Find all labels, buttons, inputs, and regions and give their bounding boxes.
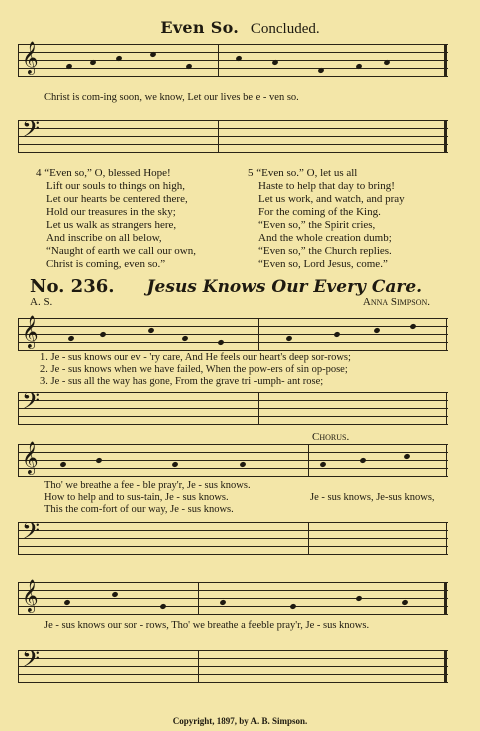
verse-line: 5 “Even so.” O, let us all [248,167,358,179]
verse-line: Let our hearts be centered there, [46,193,188,205]
bass-clef-icon: 𝄢 [22,387,41,420]
verse-line: “Even so, Lord Jesus, come.” [258,258,388,270]
bass-clef-icon: 𝄢 [22,645,41,678]
system3-chorus-lyric: Je - sus knows, Je-sus knows, [310,492,435,503]
top-lyric: Christ is com-ing soon, we know, Let our lives be e - ven so. [44,92,299,103]
staff-system3-treble [18,441,448,476]
verse-line: Let us walk as strangers here, [46,219,177,231]
treble-clef-icon: 𝄞 [22,41,39,74]
chorus-label: Chorus. [312,431,350,443]
verse-line: 4 “Even so,” O, blessed Hope! [36,167,171,179]
verse-line: Haste to help that day to bring! [258,180,395,192]
verse-line: For the coming of the King. [258,206,381,218]
treble-clef-icon: 𝄞 [22,441,39,474]
verse-line: Lift our souls to things on high, [46,180,186,192]
page-header [0,18,480,38]
verse-line: “Even so,” the Spirit cries, [258,219,376,231]
header-title: Even So. [160,18,240,37]
staff-system2-bass [18,387,448,424]
system3-lyric-2: How to help and to sus-tain, Je - sus knows. [44,492,229,503]
verse-line: “Even so,” the Church replies. [258,245,392,257]
system2-lyric-1: 1. Je - sus knows our ev - 'ry care, And He feels our heart's deep sor-rows; [40,352,351,363]
staff-system2-treble [18,315,448,350]
verse-line: Let us work, and watch, and pray [258,193,405,205]
composer-initials: A. S. [30,296,53,308]
verse-line: And inscribe on all below, [46,232,162,244]
verse-4 [36,167,196,271]
system4-lyric: Je - sus knows our sor - rows, Tho' we breathe a feeble pray'r, Je - sus knows. [44,620,370,631]
verse-line: “Naught of earth we call our own, [46,245,196,257]
hymn-author: Anna Simpson. [362,296,430,308]
verse-line: Hold our treasures in the sky; [46,206,176,218]
system2-lyric-2: 2. Je - sus knows when we have failed, When the pow-ers of sin op-pose; [40,364,348,375]
header-subtitle: Concluded. [250,21,320,37]
system3-lyric-3: This the com-fort of our way, Je - sus knows. [44,504,234,515]
staff-top-bass [18,115,448,152]
copyright: Copyright, 1897, by A. B. Simpson. [172,716,308,726]
treble-clef-icon: 𝄞 [22,315,39,348]
system2-lyric-3: 3. Je - sus all the way has gone, From the grave tri -umph- ant rose; [40,376,324,387]
bass-clef-icon: 𝄢 [22,517,41,550]
verse-line: And the whole creation dumb; [258,232,392,244]
treble-clef-icon: 𝄞 [22,579,39,612]
system3-lyric-1: Tho' we breathe a fee - ble pray'r, Je - sus knows. [44,480,251,491]
bass-clef-icon: 𝄢 [22,115,41,148]
staff-top-treble [18,41,448,76]
verse-line: Christ is coming, even so.” [46,258,166,270]
staff-system3-bass [18,517,448,554]
hymn-title: Jesus Knows Our Every Care. [146,277,423,297]
staff-system4-treble [18,579,448,614]
hymn-heading [30,276,460,297]
staff-system4-bass [18,645,448,682]
verse-5 [248,167,405,271]
hymn-number: No. 236. [30,276,115,297]
